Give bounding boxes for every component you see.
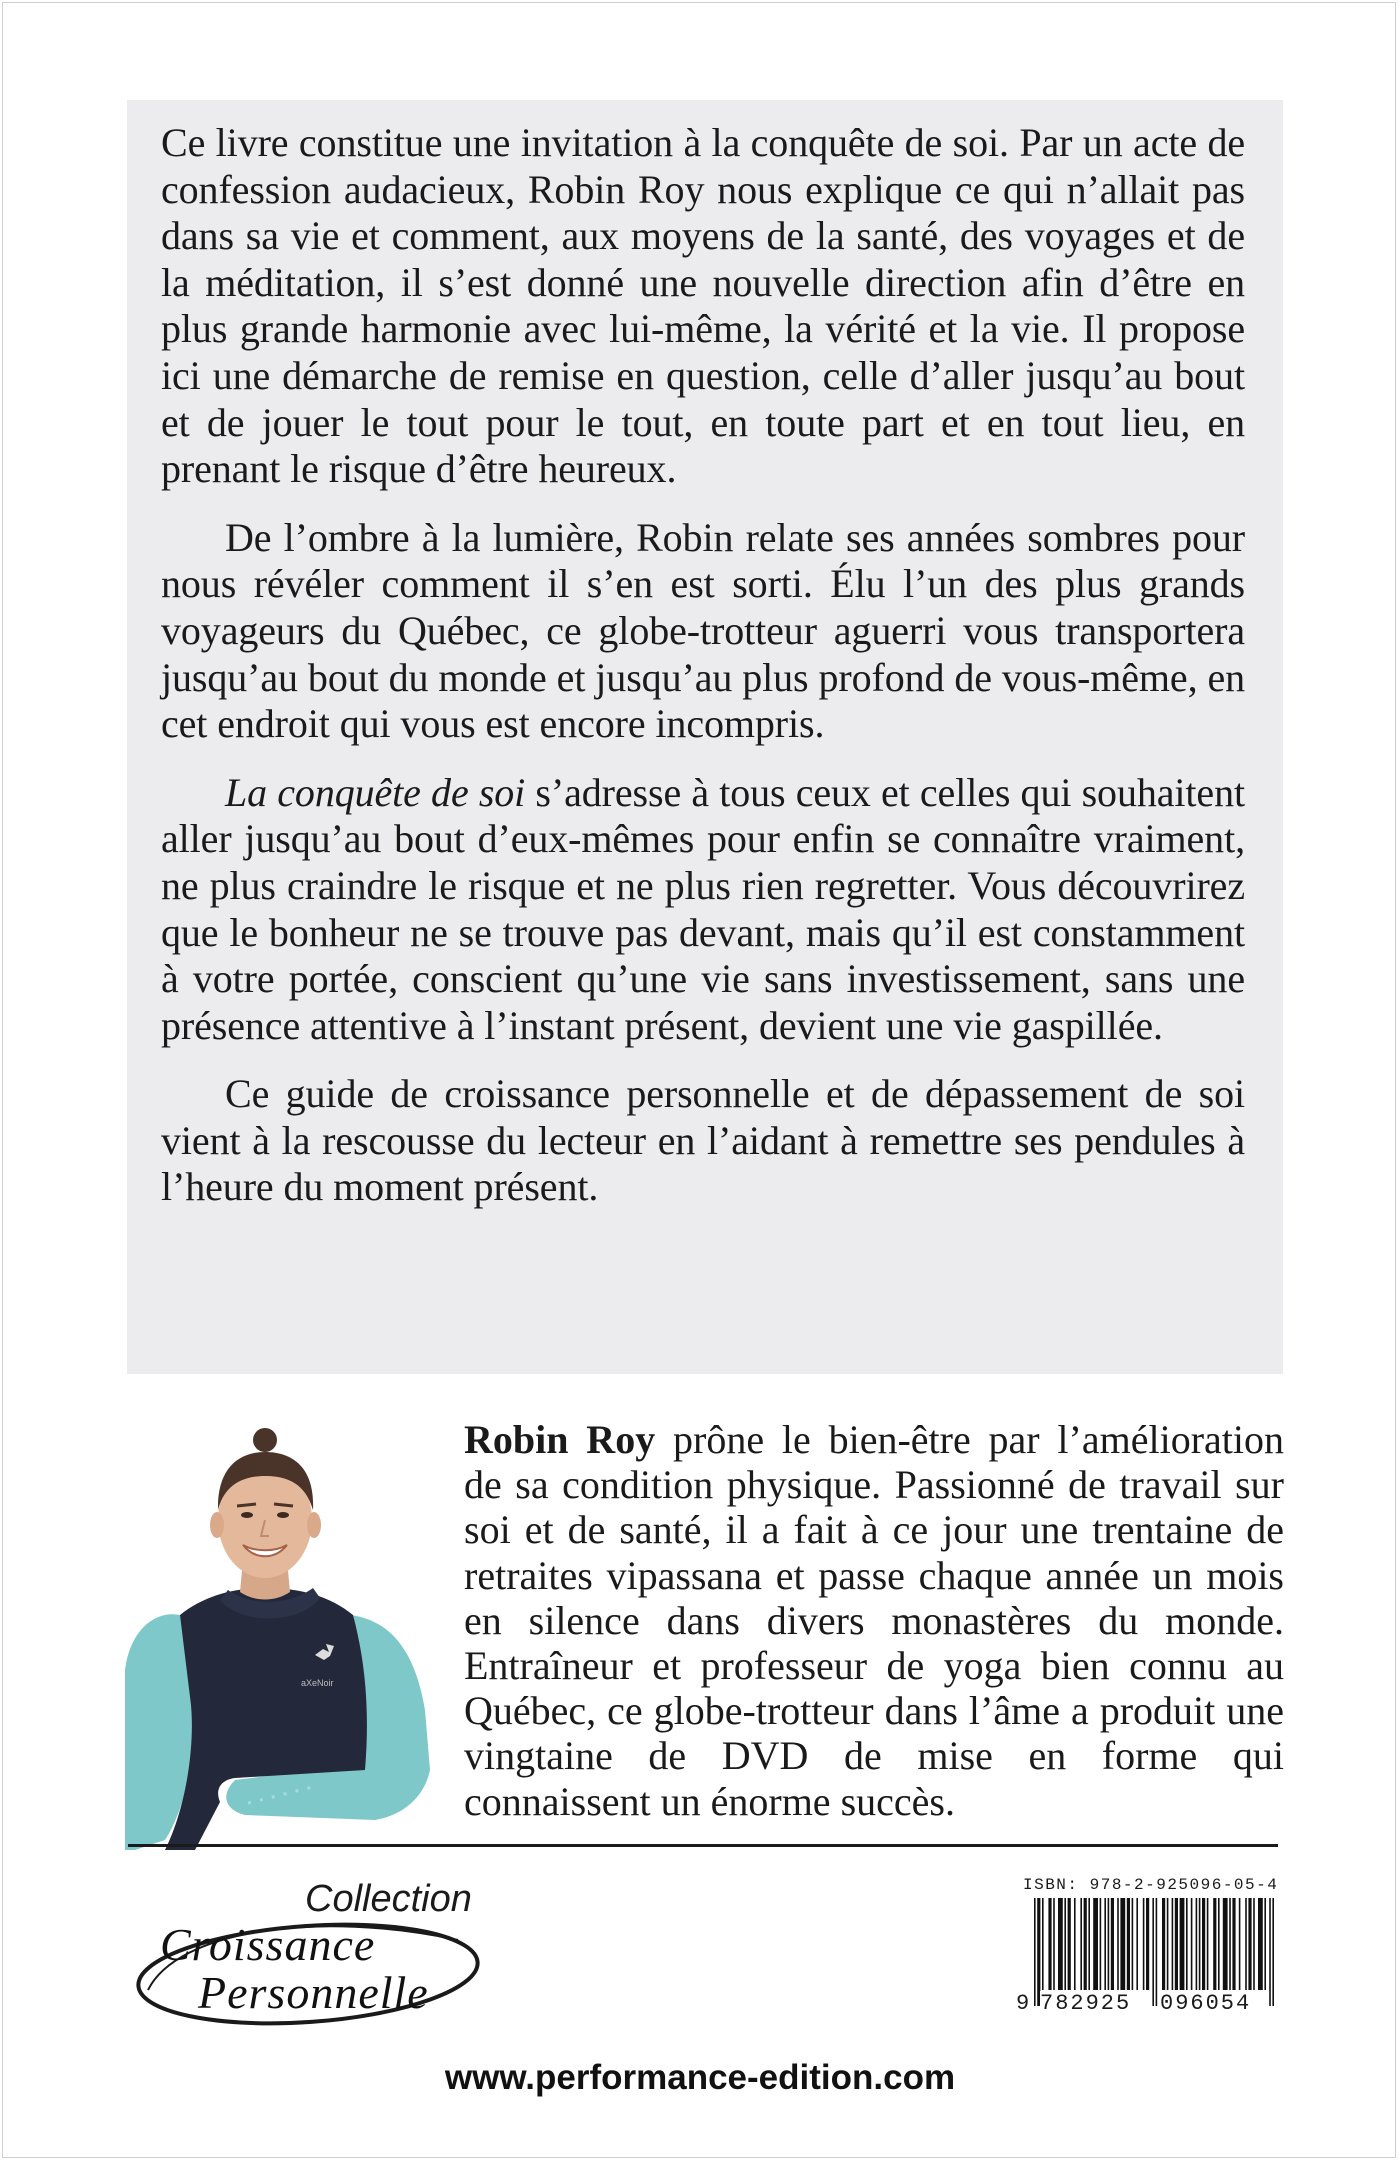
barcode-bar: [1191, 1898, 1193, 1990]
barcode-bar: [1120, 1898, 1125, 1990]
collection-title-line-1: Croissance: [160, 1919, 376, 1970]
blurb-panel: [127, 100, 1283, 1374]
author-photo: [125, 1410, 435, 1850]
barcode-bar: [1104, 1898, 1106, 1990]
barcode-bar: [1180, 1898, 1185, 1990]
barcode-bar: [1108, 1898, 1110, 1990]
barcode-bar: [1064, 1898, 1066, 1990]
barcode-bar: [1084, 1898, 1087, 1990]
collection-title-line-2: Personnelle: [198, 1967, 429, 2018]
barcode-bar: [1143, 1898, 1145, 1990]
barcode-bar: [1207, 1898, 1209, 1990]
blurb-paragraph-2: De l’ombre à la lumière, Robin relate ses années sombres pour nous révéler comment il s’en est sorti. Élu l’un des plus grands voyageurs du Québec, ce globe-trotteur aguerri vous transportera jusqu’au bout du monde et jusqu’au plus profond de vous-même, en cet endroit qui vous est encore incompris.: [161, 514, 1245, 747]
barcode-bar: [1058, 1898, 1063, 1990]
barcode-bar: [1048, 1898, 1051, 1990]
barcode-bar: [1146, 1898, 1149, 1990]
barcode-bar: [1127, 1898, 1130, 1990]
barcode-bar: [1199, 1898, 1201, 1990]
barcode-bar: [1245, 1898, 1247, 1990]
barcode-bar: [1196, 1898, 1198, 1990]
barcode-bar: [1264, 1898, 1266, 1990]
barcode-bar: [1175, 1898, 1178, 1990]
barcode-bar: [1186, 1898, 1188, 1990]
barcode-bar: [1034, 1898, 1036, 2006]
barcode-bar: [1202, 1898, 1205, 1990]
barcode-bar: [1172, 1898, 1174, 1990]
barcode-bar: [1218, 1898, 1220, 1990]
barcode-bar: [1088, 1898, 1090, 1990]
author-bio-text: prône le bien-être par l’amélioration de sa condition physique. Passionné de travail sur soi et de santé, il a fait à ce jour une trentaine de retraites vipassana et passe chaque année un mois en silence dans divers monastères du monde. Entraîneur et professeur de yoga bien connu au Québec, ce globe-trotteur dans l’âme a produit une vingtaine de DVD de mise en forme qui connaissent un énorme succès.: [464, 1417, 1284, 1824]
isbn-label: ISBN: 978-2-925096-05-4: [1023, 1876, 1279, 1894]
barcode-bar: [1152, 1898, 1154, 2006]
barcode-bar: [1167, 1898, 1169, 1990]
barcode-digits-left: 782925: [1040, 1991, 1132, 2016]
barcode-bar: [1213, 1898, 1216, 1990]
barcode-bar: [1229, 1898, 1231, 1990]
divider: [128, 1844, 1278, 1847]
barcode-bar: [1037, 1898, 1040, 2006]
blurb-paragraph-4: Ce guide de croissance personnelle et de dépassement de soi vient à la rescousse du lecteur en l’aidant à remettre ses pendules à l’heure du moment présent.: [161, 1071, 1245, 1210]
blurb-paragraph-3: [161, 770, 1245, 1050]
barcode-bar: [1248, 1898, 1251, 1990]
barcode-bar: [1156, 1898, 1158, 2006]
barcode-digits-right: 096054: [1160, 1991, 1252, 2016]
blurb-paragraph-3-text: s’adresse à tous ceux et celles qui souhaitent aller jusqu’au bout d’eux-mêmes pour enfin se connaître vraiment, ne plus craindre le risque et ne plus rien regretter. Vous découvrirez que le bonheur ne se trouve pas devant, mais qu’il est constamment à votre portée, conscient qu’une vie sans investissement, sans une présence attentive à l’instant présent, devient une vie gaspillée.: [161, 769, 1245, 1048]
author-name: Robin Roy: [464, 1417, 656, 1462]
barcode-bar: [1132, 1898, 1134, 1990]
barcode-bar: [1074, 1898, 1076, 1990]
barcode-bar: [1223, 1898, 1228, 1990]
author-bio: [464, 1417, 1284, 1824]
barcode-bar: [1080, 1898, 1082, 1990]
barcode-bar: [1253, 1898, 1255, 1990]
barcode-bar: [1042, 1898, 1044, 1990]
book-title: La conquête de soi: [225, 769, 526, 815]
website-url[interactable]: www.performance-edition.com: [444, 2058, 956, 2097]
barcode-bar: [1053, 1898, 1055, 1990]
barcode-bar: [1272, 1898, 1274, 2006]
barcode-bar: [1068, 1898, 1071, 1990]
barcode-bar: [1111, 1898, 1114, 1990]
barcode-bar: [1093, 1898, 1098, 1990]
blurb-paragraph-1: Ce livre constitue une invitation à la conquête de soi. Par un acte de confession audacieux, Robin Roy nous explique ce qui n’allait pas dans sa vie et comment, aux moyens de la santé, des voyages et de la méditation, il s’est donné une nouvelle direction afin d’être en plus grande harmonie avec lui-même, la vérité et la vie. Il propose ici une démarche de remise en question, celle d’aller jusqu’au bout et de jouer le tout pour le tout, en toute part et en tout lieu, en prenant le risque d’être heureux.: [161, 120, 1245, 492]
barcode-digit-lead: 9: [1016, 1991, 1032, 2016]
barcode-bar: [1258, 1898, 1263, 1990]
barcode-bar: [1239, 1898, 1241, 1990]
barcode-bar: [1162, 1898, 1165, 1990]
barcode-bar: [1269, 1898, 1271, 2006]
barcode-bar: [1232, 1898, 1235, 1990]
barcode-bar: [1117, 1898, 1119, 1990]
barcode-bar: [1100, 1898, 1102, 1990]
shirt-print: aXeNoir: [301, 1678, 334, 1688]
collection-label: Collection: [305, 1878, 472, 1920]
barcode-bar: [1136, 1898, 1138, 1990]
sleeve-print: · · · · · ·: [244, 1776, 316, 1815]
